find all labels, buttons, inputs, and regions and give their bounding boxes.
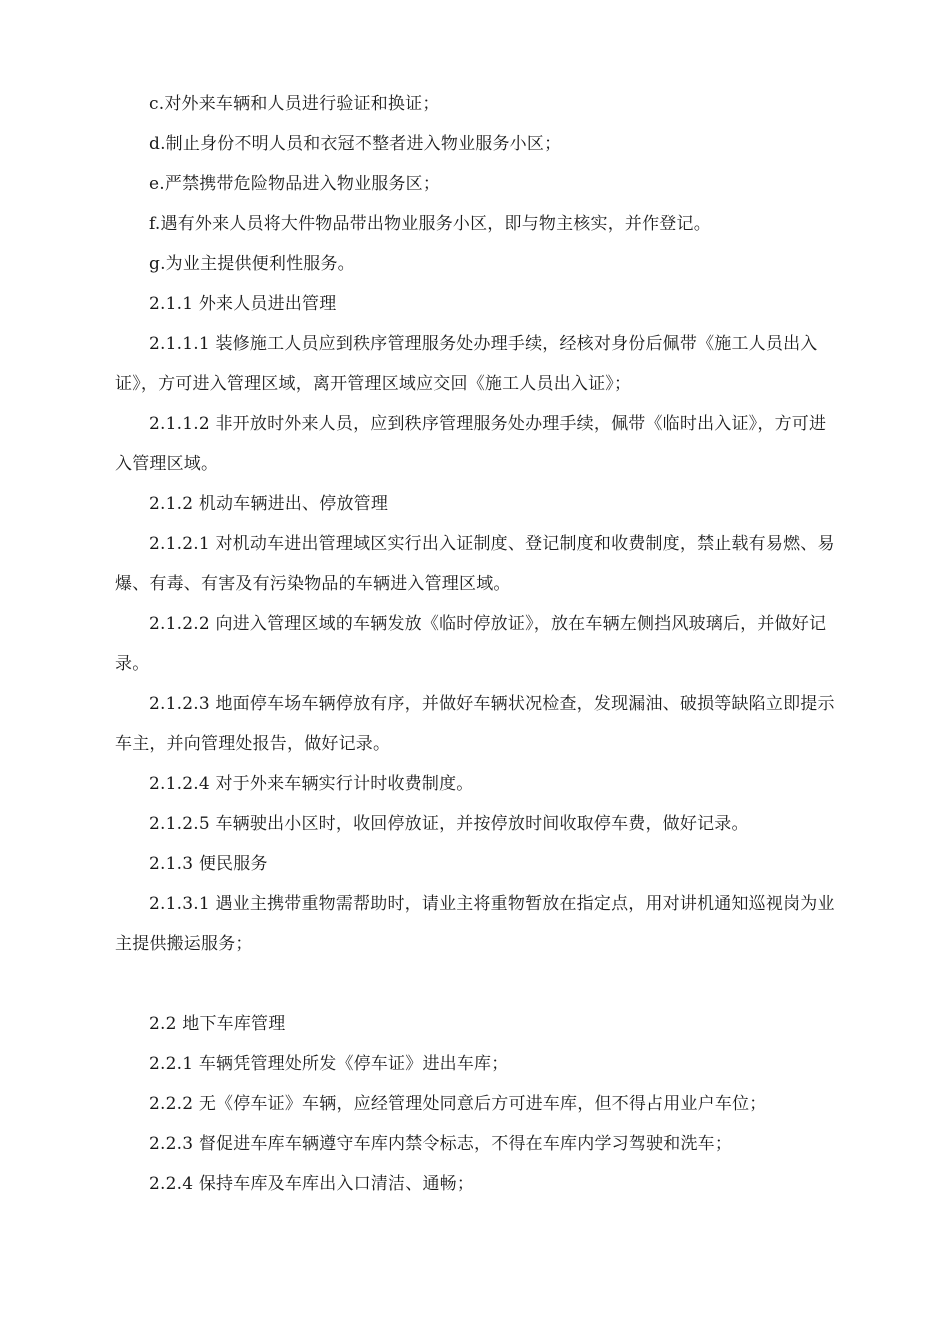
paragraph: e.严禁携带危险物品进入物业服务区； <box>149 174 441 194</box>
section-heading: 2.1.1 外来人员进出管理 <box>149 294 337 314</box>
paragraph: 2.2.3 督促进车库车辆遵守车库内禁令标志，不得在车库内学习驾驶和洗车； <box>149 1134 733 1154</box>
paragraph: 2.1.2.4 对于外来车辆实行计时收费制度。 <box>149 774 474 794</box>
paragraph: 2.1.2.1 对机动车进出管理域区实行出入证制度、登记制度和收费制度，禁止载有易燃、易爆、有毒、有害及有污染物品的车辆进入管理区域。 <box>115 534 835 594</box>
paragraph: 2.2.2 无《停车证》车辆，应经管理处同意后方可进车库，但不得占用业户车位； <box>149 1094 767 1114</box>
paragraph: d.制止身份不明人员和衣冠不整者进入物业服务小区； <box>149 134 562 154</box>
paragraph: 2.1.1.2 非开放时外来人员，应到秩序管理服务处办理手续，佩带《临时出入证》，方可进入管理区域。 <box>115 414 827 474</box>
paragraph: 2.1.2.5 车辆驶出小区时，收回停放证，并按停放时间收取停车费，做好记录。 <box>149 814 749 834</box>
document-page <box>115 84 835 1204</box>
paragraph: 2.1.2.3 地面停车场车辆停放有序，并做好车辆状况检查，发现漏油、破损等缺陷立即提示车主，并向管理处报告，做好记录。 <box>115 694 835 754</box>
blank-line <box>115 964 835 1004</box>
paragraph: 2.2.1 车辆凭管理处所发《停车证》进出车库； <box>149 1054 509 1074</box>
paragraph: f.遇有外来人员将大件物品带出物业服务小区，即与物主核实，并作登记。 <box>149 214 711 234</box>
section-heading: 2.2 地下车库管理 <box>149 1014 286 1034</box>
paragraph: c.对外来车辆和人员进行验证和换证； <box>149 94 440 114</box>
paragraph: 2.1.1.1 装修施工人员应到秩序管理服务处办理手续，经核对身份后佩带《施工人员出入证》，方可进入管理区域，离开管理区域应交回《施工人员出入证》； <box>115 334 818 394</box>
paragraph: g.为业主提供便利性服务。 <box>149 254 355 274</box>
paragraph: 2.2.4 保持车库及车库出入口清洁、通畅； <box>149 1174 475 1194</box>
section-heading: 2.1.3 便民服务 <box>149 854 268 874</box>
paragraph: 2.1.2.2 向进入管理区域的车辆发放《临时停放证》，放在车辆左侧挡风玻璃后，并做好记录。 <box>115 614 827 674</box>
paragraph: 2.1.3.1 遇业主携带重物需帮助时，请业主将重物暂放在指定点，用对讲机通知巡视岗为业主提供搬运服务； <box>115 894 835 954</box>
section-heading: 2.1.2 机动车辆进出、停放管理 <box>149 494 389 514</box>
